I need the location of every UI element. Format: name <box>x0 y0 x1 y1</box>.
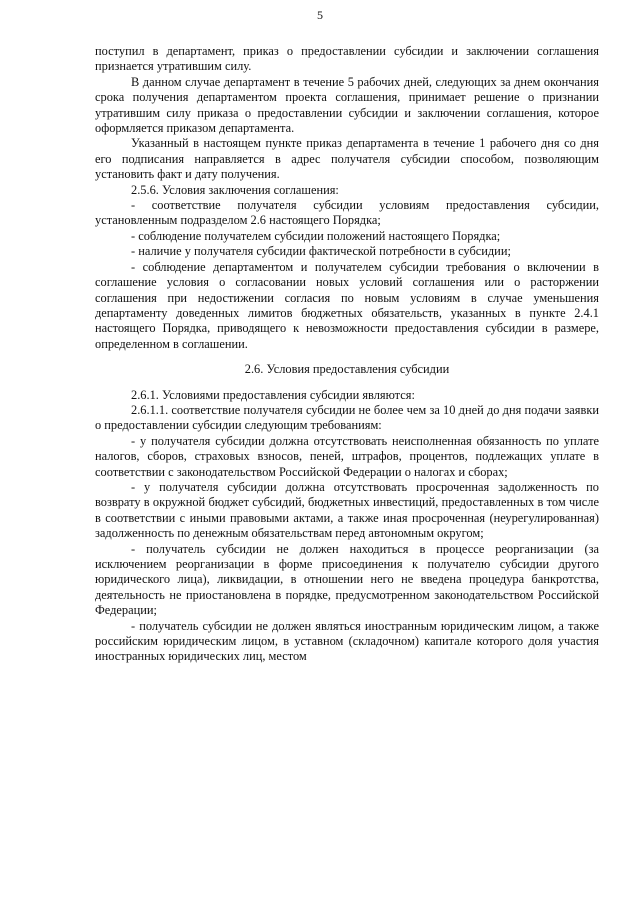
list-item-4: - соблюдение департаментом и получателем субсидии требования о включении в соглашение условия о согласовании новых условий соглашения или о расторжении соглашения при недостижении согласия по новым условиям в случае уменьшения департаменту доведенных лимитов бюджетных обязательств, указанных в пункте 2.4.1 настоящего Порядка, приводящего к невозможности предоставления субсидии в размере, определенном в соглашении. <box>95 259 599 351</box>
section-heading: 2.6. Условия предоставления субсидии <box>244 362 450 377</box>
paragraph-2-6-1: 2.6.1. Условиями предоставления субсидии являются: <box>131 387 415 402</box>
requirement-4: - получатель субсидии не должен являться иностранным юридическим лицом, а также российским юридическим лицом, в уставном (складочном) капитале которого доля участия иностранных юридических лиц, местом <box>95 618 599 664</box>
requirement-2: - у получателя субсидии должна отсутствовать просроченная задолженность по возврату в окружной бюджет субсидий, бюджетных инвестиций, предоставленных в том числе в соответствии с иными правовыми актами, а также иная просроченная (неурегулированная) задолженность по денежным обязательствам перед автономным округом; <box>95 479 599 541</box>
bottom-section <box>95 388 599 665</box>
requirement-1: - у получателя субсидии должна отсутствовать неисполненная обязанность по уплате налогов, сборов, страховых взносов, пеней, штрафов, процентов, подлежащих уплате в соответствии с законодательством Российской Федерации о налогах и сборах; <box>95 433 599 479</box>
paragraph-2-6-1-1: 2.6.1.1. соответствие получателя субсидии не более чем за 10 дней до дня подачи заявки о предоставлении субсидии следующим требованиям: <box>95 402 599 433</box>
requirement-3: - получатель субсидии не должен находиться в процессе реорганизации (за исключением реорганизации в форме присоединения к получателю субсидии другого юридического лица), ликвидации, в отношении него не введена процедура банкротства, деятельность не приостановлена в порядке, предусмотренном законодательством Российской Федерации; <box>95 541 599 618</box>
paragraph-1: поступил в департамент, приказ о предоставлении субсидии и заключении соглашения признается утратившим силу. <box>95 44 599 74</box>
top-section <box>95 44 599 352</box>
paragraph-3: Указанный в настоящем пункте приказ департамента в течение 1 рабочего дня со дня его подписания направляется в адрес получателя субсидии способом, позволяющим установить факт и дату получения. <box>95 136 599 182</box>
paragraph-2: В данном случае департамент в течение 5 рабочих дней, следующих за днем окончания срока получения департаментом проекта соглашения, принимает решение о признании утратившим силу приказа о предоставлении субсидии и заключении соглашения, которое оформляется приказом департамента. <box>95 74 599 136</box>
list-item-3: - наличие у получателя субсидии фактической потребности в субсидии; <box>131 244 511 259</box>
document-body <box>95 44 599 665</box>
list-item-1: - соответствие получателя субсидии условиям предоставления субсидии, установленным подразделом 2.6 настоящего Порядка; <box>95 198 599 228</box>
paragraph-2-5-6: 2.5.6. Условия заключения соглашения: <box>131 182 339 197</box>
page-number: 5 <box>317 8 323 22</box>
list-item-2: - соблюдение получателем субсидии положений настоящего Порядка; <box>131 228 501 243</box>
